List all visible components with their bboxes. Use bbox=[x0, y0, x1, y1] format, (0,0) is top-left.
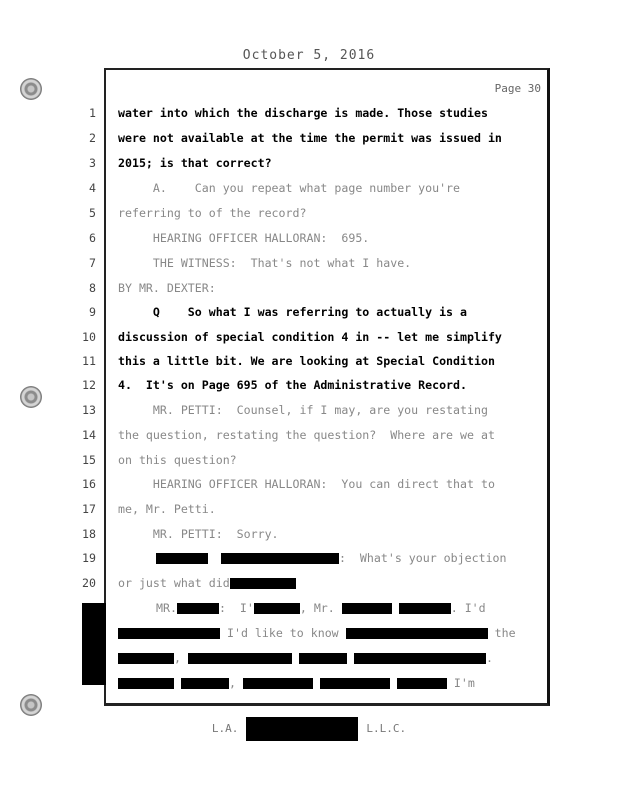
transcript-line: THE WITNESS: That's not what I have. bbox=[118, 256, 412, 270]
line-text: MR. bbox=[156, 601, 177, 615]
footer-left-text: L.A. bbox=[211, 722, 239, 735]
transcript-line: the question, restating the question? Where are we at bbox=[118, 428, 495, 442]
redaction-bar bbox=[118, 628, 220, 639]
transcript-line bbox=[118, 548, 507, 568]
transcript-line: on this question? bbox=[118, 453, 237, 467]
line-text: I'd like to know bbox=[226, 626, 339, 640]
page-number: Page 30 bbox=[494, 82, 541, 95]
redaction-bar bbox=[230, 578, 296, 589]
line-number: 20 bbox=[82, 576, 96, 590]
footer bbox=[0, 717, 618, 741]
line-number: 4 bbox=[89, 181, 96, 195]
line-number: 7 bbox=[89, 256, 96, 270]
line-number: 18 bbox=[82, 527, 96, 541]
line-text: : What's your objection bbox=[338, 551, 507, 565]
redaction-bar bbox=[354, 653, 486, 664]
redaction-bar bbox=[399, 603, 451, 614]
line-text: I'm bbox=[453, 676, 475, 690]
line-text: . I'd bbox=[450, 601, 486, 615]
hole-punch-icon bbox=[20, 78, 42, 100]
redaction-bar bbox=[346, 628, 488, 639]
redaction-tab bbox=[82, 603, 106, 685]
transcript-line bbox=[118, 623, 516, 643]
transcript-line: Q So what I was referring to actually is a bbox=[118, 305, 468, 319]
transcript-line: 4. It's on Page 695 of the Administrative Record. bbox=[118, 378, 468, 392]
redaction-bar bbox=[118, 678, 174, 689]
transcript-line bbox=[118, 673, 475, 693]
line-text: . bbox=[485, 651, 493, 665]
redaction-bar bbox=[246, 717, 358, 741]
transcript-line: MR. PETTI: Counsel, if I may, are you restating bbox=[118, 403, 488, 417]
line-text: or just what did bbox=[118, 576, 230, 590]
line-number: 14 bbox=[82, 428, 96, 442]
redaction-bar bbox=[243, 678, 313, 689]
transcript-line: 2015; is that correct? bbox=[118, 156, 272, 170]
hole-punch-icon bbox=[20, 694, 42, 716]
transcript-line: water into which the discharge is made. Those studies bbox=[118, 106, 488, 120]
redaction-bar bbox=[254, 603, 300, 614]
transcript-line: BY MR. DEXTER: bbox=[118, 281, 216, 295]
line-number: 19 bbox=[82, 551, 96, 565]
transcript-line: MR. PETTI: Sorry. bbox=[118, 527, 279, 541]
line-number: 8 bbox=[89, 281, 96, 295]
redaction-bar bbox=[156, 553, 208, 564]
line-text: , bbox=[174, 651, 181, 665]
transcript-line: HEARING OFFICER HALLORAN: You can direct that to bbox=[118, 477, 495, 491]
line-number: 11 bbox=[82, 354, 96, 368]
line-number: 10 bbox=[82, 330, 96, 344]
redaction-bar bbox=[299, 653, 347, 664]
footer-right-text: L.L.C. bbox=[366, 722, 407, 735]
transcript-line: HEARING OFFICER HALLORAN: 695. bbox=[118, 231, 370, 245]
line-number: 9 bbox=[89, 305, 96, 319]
transcript-line: this a little bit. We are looking at Special Condition bbox=[118, 354, 495, 368]
line-number: 15 bbox=[82, 453, 96, 467]
redaction-bar bbox=[118, 653, 174, 664]
line-number: 5 bbox=[89, 206, 96, 220]
transcript-line: A. Can you repeat what page number you're bbox=[118, 181, 461, 195]
transcript-line: discussion of special condition 4 in -- let me simplify bbox=[118, 330, 502, 344]
line-number: 6 bbox=[89, 231, 96, 245]
line-number: 1 bbox=[89, 106, 96, 120]
redaction-bar bbox=[181, 678, 229, 689]
transcript-line: referring to of the record? bbox=[118, 206, 307, 220]
line-number: 13 bbox=[82, 403, 96, 417]
line-text: : I' bbox=[218, 601, 254, 615]
transcript-line bbox=[118, 648, 493, 668]
header-date: October 5, 2016 bbox=[242, 48, 376, 63]
line-text: , bbox=[228, 676, 236, 690]
line-number: 3 bbox=[89, 156, 96, 170]
line-text: , Mr. bbox=[299, 601, 335, 615]
transcript-line bbox=[118, 573, 296, 593]
redaction-bar bbox=[397, 678, 447, 689]
redaction-bar bbox=[221, 553, 339, 564]
transcript-line: me, Mr. Petti. bbox=[118, 502, 216, 516]
redaction-bar bbox=[320, 678, 390, 689]
line-number: 12 bbox=[82, 378, 96, 392]
transcript-line: were not available at the time the permit was issued in bbox=[118, 131, 502, 145]
line-number: 16 bbox=[82, 477, 96, 491]
line-number: 17 bbox=[82, 502, 96, 516]
redaction-bar bbox=[342, 603, 392, 614]
redaction-bar bbox=[177, 603, 219, 614]
transcript-line bbox=[118, 598, 486, 618]
redaction-bar bbox=[188, 653, 292, 664]
line-text: the bbox=[494, 626, 516, 640]
line-number: 2 bbox=[89, 131, 96, 145]
hole-punch-icon bbox=[20, 386, 42, 408]
